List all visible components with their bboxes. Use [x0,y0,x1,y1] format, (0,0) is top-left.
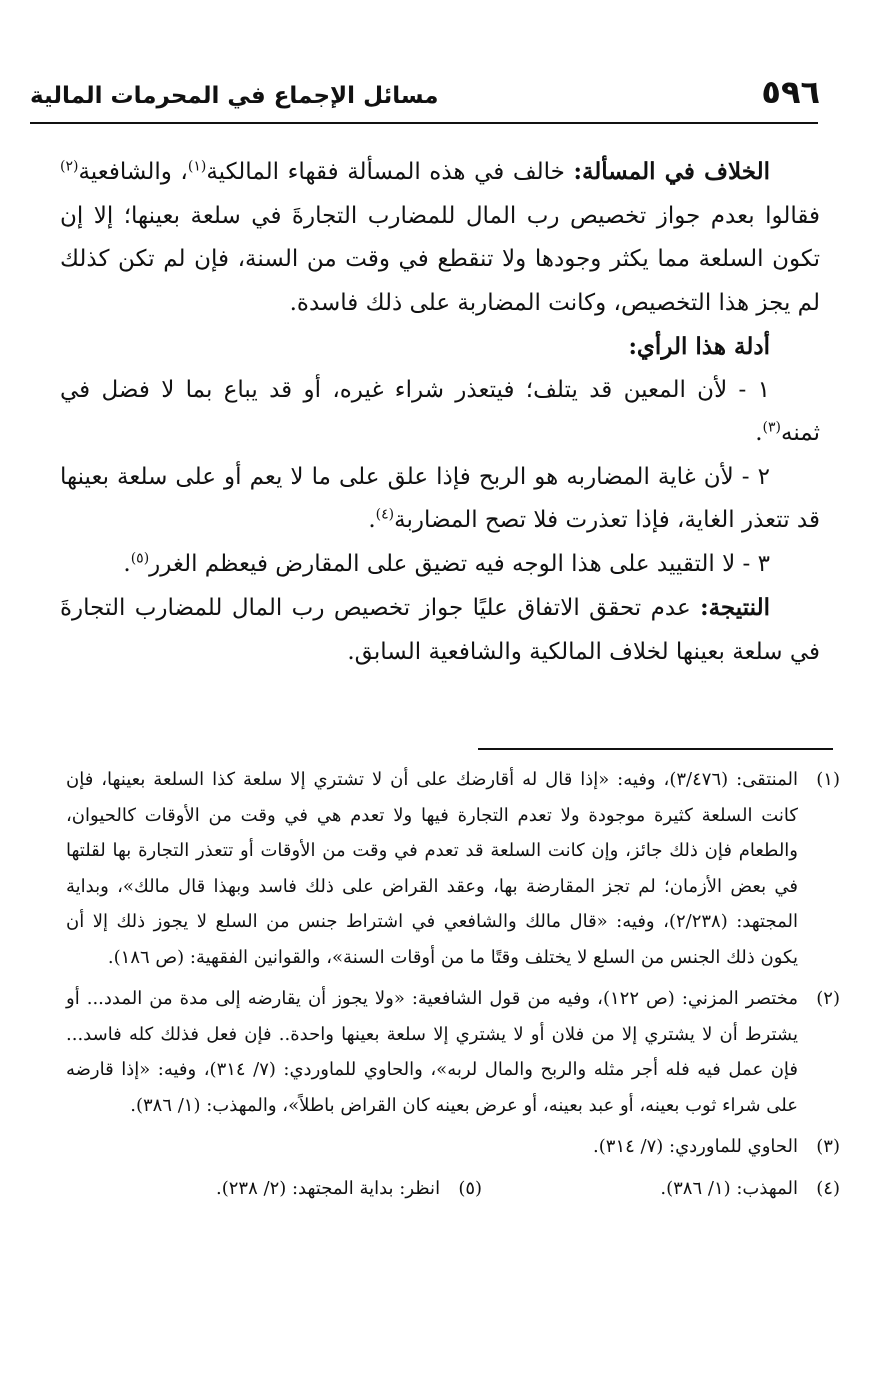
evidence-end: . [755,420,763,446]
paragraph-text: ، والشافعية [78,159,188,185]
footnote-ref[interactable]: (٢) [60,158,79,175]
footnote-text: الحاوي للماوردي: (٧/ ٣١٤). [593,1136,798,1157]
footnote-number: (٢) [816,988,840,1009]
footnote-3 [66,1129,840,1165]
evidence-end: . [368,507,376,533]
evidence-text: ١ - لأن المعين قد يتلف؛ فيتعذر شراء غيره، أو قد يباع بما لا فضل في ثمنه [60,376,820,446]
footnote-ref[interactable]: (٣) [762,419,782,436]
evidence-text: ٣ - لا التقييد على هذا الوجه فيه تضيق على المقارض فيعظم الغرر [149,550,770,577]
footnote-separator [478,748,833,750]
heading-evidence: أدلة هذا الرأي: [628,333,770,360]
evidence-end: . [123,550,131,577]
footnotes [66,762,840,1206]
evidence-item-3 [60,543,820,587]
footnote-5 [216,1171,482,1207]
footnote-number: (١) [816,769,840,790]
heading-result: النتيجة: [700,594,770,621]
paragraph-text: خالف في هذه المسألة فقهاء المالكية [206,159,574,185]
main-text [60,150,820,674]
footnote-ref[interactable]: (١) [187,158,207,175]
evidence-item-1 [60,369,820,456]
paragraph-text: عدم تحقق الاتفاق عليًا جواز تخصيص رب المال للمضارب التجارةَ في سلعة بعينها لخلاف المالكية والشافعية السابق. [60,595,820,665]
footnote-number: (٣) [816,1136,840,1157]
footnote-1 [66,762,840,975]
running-title: مسائل الإجماع في المحرمات المالية [30,83,439,109]
footnote-row [66,1171,840,1207]
header-rule [30,122,818,124]
page-header [30,70,820,120]
paragraph-disagreement [60,150,820,325]
footnote-4 [660,1171,840,1207]
footnote-text: مختصر المزني: (ص ١٢٢)، وفيه من قول الشافعية: «ولا يجوز أن يقارضه إلى مدة من المدد... أو يشترط أن لا يشتري إلا من فلان أو لا يشتري إلا سلعة بعينها واحدة.. فإن فعل فذلك كله فاسد... فإن عمل فيه فله أجر مثله والربح والمال لربه»، والحاوي للماوردي: (٧/ ٣١٤)، وفيه: «إذا قارضه على شراء ثوب بعينه، أو عبد بعينه، أو عرض بعينه كان القراض باطلاً»، والمهذب: (١/ ٣٨٦). [66,988,799,1116]
footnote-number: (٤) [816,1177,840,1199]
footnote-text: المهذب: (١/ ٣٨٦). [660,1177,798,1199]
footnote-text: المنتقى: (٣/٤٧٦)، وفيه: «إذا قال له أقارضك على أن لا تشتري إلا سلعة كذا السلعة بعينها، فإن كانت السلعة كثيرة موجودة ولا تعدم التجارة فيها ولا تعدم هي في وقت من الأوقات كالحيوان، والطعام فإن ذلك جائز، وإن كانت السلعة قد تعدم في وقت من الأوقات أو تتعذر التجارة بها لقلتها في بعض الأزمان؛ لم تجز المقارضة بها، وعقد القراض على ذلك فاسد وبهذا قال مالك»، وبداية المجتهد: (٢/٢٣٨)، وفيه: «قال مالك والشافعي في اشتراط جنس من السلع لا يجوز ذلك إلا أن يكون ذلك الجنس من السلع لا يختلف وقتًا ما من أوقات السنة»، والقوانين الفقهية: (ص ١٨٦). [66,769,798,968]
heading-disagreement: الخلاف في المسألة: [573,158,770,185]
paragraph-result [60,586,820,674]
footnote-2 [66,981,840,1123]
footnote-text: انظر: بداية المجتهد: (٢/ ٢٣٨). [216,1177,441,1199]
evidence-item-2 [60,456,820,543]
evidence-text: ٢ - لأن غاية المضاربه هو الربح فإذا علق على ما لا يعم أو على سلعة بعينها قد تتعذر الغاية، فإذا تعذرت فلا تصح المضاربة [60,463,820,533]
footnote-number: (٥) [458,1177,483,1199]
footnote-ref[interactable]: (٤) [375,506,395,523]
page-number: ٥٩٦ [761,73,820,111]
paragraph-text: فقالوا بعدم جواز تخصيص رب المال للمضارب التجارةَ في سلعة بعينها؛ إلا إن تكون السلعة مما يكثر وجودها ولا تنقطع في وقت من السنة، فإن لم تكن كذلك لم يجز هذا التخصيص، وكانت المضاربة على ذلك فاسدة. [60,202,820,316]
footnote-ref[interactable]: (٥) [130,549,150,566]
